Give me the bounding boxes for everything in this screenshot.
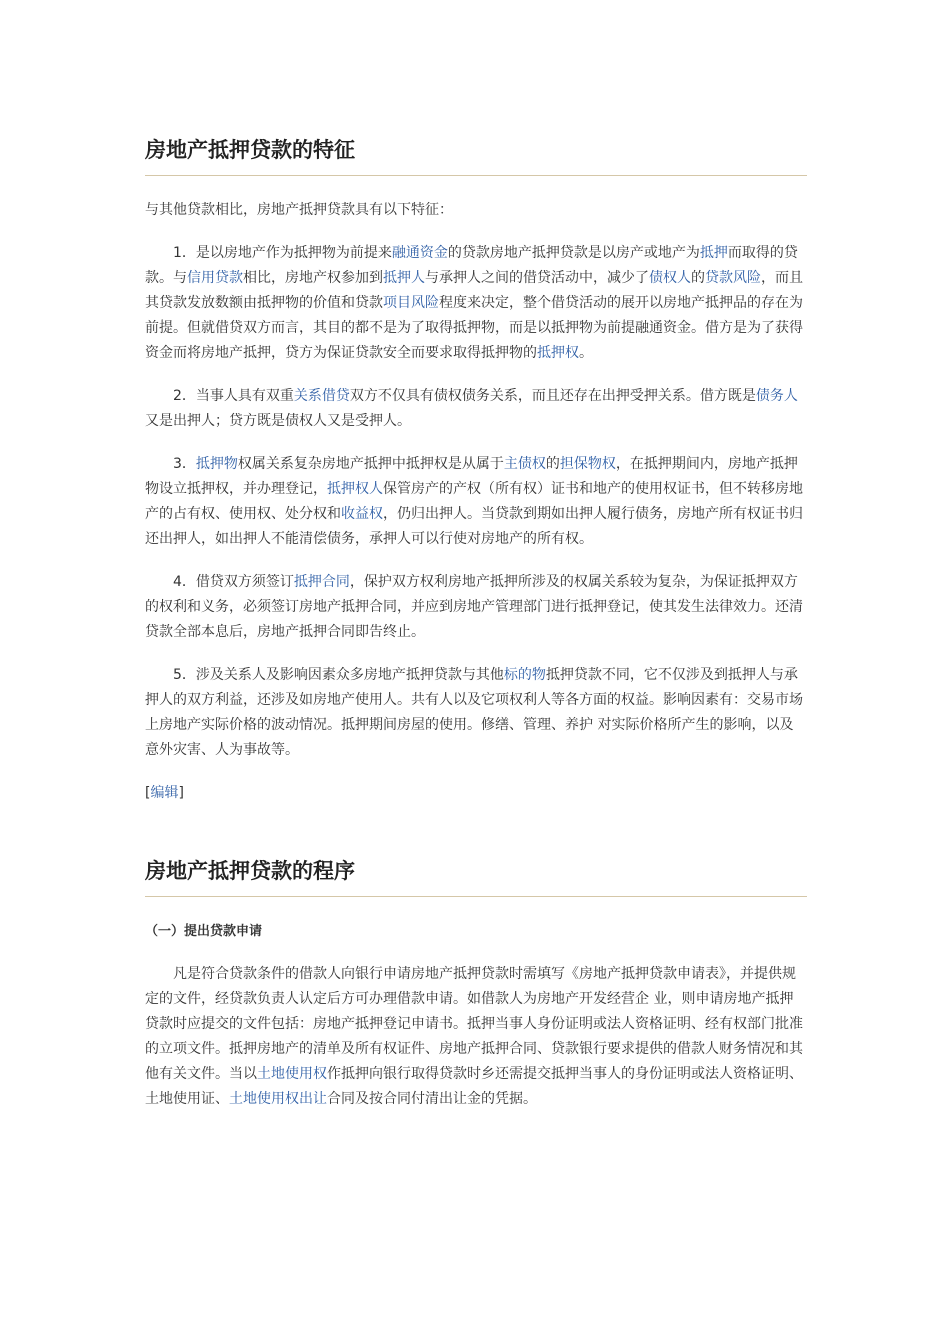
bracket-open: [: [145, 785, 151, 801]
text: 程度来决定，整个借贷活动的展开以房地产抵押品的存在为前提。但就借贷双方而言，其目的都不是为了取得抵押物，而是以抵押物为前提融通资金。借方是为了获得资金而将房地产抵押，贷方为保证贷款安全而要求取得抵押物的: [145, 295, 803, 361]
section-title-features: 房地产抵押贷款的特征: [145, 135, 807, 176]
text: 的贷款房地产抵押贷款是以房产或地产为: [447, 245, 700, 261]
text: ，在抵押期间内，房地产抵押物设立抵押权，并办理登记，: [145, 456, 798, 497]
text: 权属关系复杂房地产抵押中抵押权是从属于: [237, 456, 504, 472]
link-danbao-wuquan[interactable]: 担保物权: [559, 456, 616, 472]
text: 1．是以房地产作为抵押物为前提来: [173, 245, 392, 261]
text: 作抵押向银行取得贷款时乡还需提交抵押当事人的身份证明或法人资格证明、土地使用证、: [145, 1066, 803, 1107]
link-daikuan-fengxian[interactable]: 贷款风险: [705, 270, 761, 286]
link-diyaquanren[interactable]: 抵押权人: [327, 481, 383, 497]
text: 凡是符合贷款条件的借款人向银行申请房地产抵押贷款时需填写《房地产抵押贷款申请表》，并提供规定的文件，经贷款负责人认定后方可办理借款申请。如借款人为房地产开发经营企 业，则申请房地产抵押贷款时应提交的文件包括：房地产抵押登记申请书。抵押当事人身份证明或法人资格证明、经有权部门批准的立项文件。抵押房地产的清单及所有权证件、房地产抵押合同、贷款银行要求提供的借款人财务情况和其他有关文件。当以: [145, 966, 803, 1082]
link-rongtong-zijin[interactable]: 融通资金: [391, 245, 448, 261]
link-diyaren[interactable]: 抵押人: [383, 270, 425, 286]
text: 的: [545, 456, 560, 472]
edit-link[interactable]: 编辑: [150, 785, 179, 801]
link-biaodewu[interactable]: 标的物: [503, 667, 546, 683]
feature-item-4: [145, 570, 807, 645]
text: 2．当事人具有双重: [173, 388, 294, 404]
text: 合同及按合同付清出让金的凭据。: [327, 1091, 537, 1107]
link-diya-hetong[interactable]: 抵押合同: [293, 574, 350, 590]
link-diyawu[interactable]: 抵押物: [195, 456, 238, 472]
text: ，而且其贷款发放数额由抵押物的价值和贷款: [145, 270, 803, 311]
link-tudi-shiyongquan-churang[interactable]: 土地使用权出让: [229, 1091, 327, 1107]
text: 3．: [173, 456, 196, 472]
text: 相比，房地产权参加到: [243, 270, 383, 286]
text: ，保护双方权利房地产抵押所涉及的权属关系较为复杂，为保证抵押双方的权利和义务，必须签订房地产抵押合同，并应到房地产管理部门进行抵押登记，使其发生法律效力。还清贷款全部本息后，房地产抵押合同即告终止。: [145, 574, 803, 640]
features-intro: 与其他贷款相比，房地产抵押贷款具有以下特征：: [145, 202, 453, 218]
link-zhaiwuren[interactable]: 债务人: [755, 388, 798, 404]
feature-item-2: [145, 384, 807, 434]
text: 抵押贷款不同，它不仅涉及到抵押人与承押人的双方利益，还涉及如房地产使用人。共有人以及它项权利人等各方面的权益。影响因素有：交易市场上房地产实际价格的波动情况。抵押期间房屋的使用。修缮、管理、养护 对实际价格所产生的影响，以及意外灾害、人为事故等。: [145, 667, 803, 758]
subsection-title: （一）提出贷款申请: [145, 924, 263, 939]
feature-item-5: [145, 663, 807, 763]
link-tudi-shiyongquan[interactable]: 土地使用权: [257, 1066, 327, 1082]
link-zhuzhaiquan[interactable]: 主债权: [503, 456, 546, 472]
text: 保管房产的产权（所有权）证书和地产的使用权证书，但不转移房地产的占有权、使用权、处分权和: [145, 481, 803, 522]
text: 与承押人之间的借贷活动中，减少了: [425, 270, 649, 286]
link-xinyong-daikuan[interactable]: 信用贷款: [187, 270, 243, 286]
section-title-procedure: 房地产抵押贷款的程序: [145, 856, 807, 897]
text: 5．涉及关系人及影响因素众多房地产抵押贷款与其他: [173, 667, 504, 683]
text: 。: [579, 345, 593, 361]
bracket-close: ]: [178, 785, 184, 801]
link-shouyiquan[interactable]: 收益权: [341, 506, 383, 522]
text: 的: [691, 270, 705, 286]
link-xiangmu-fengxian[interactable]: 项目风险: [383, 295, 439, 311]
link-guanxi-jiedai[interactable]: 关系借贷: [293, 388, 350, 404]
text: 又是出押人；贷方既是债权人又是受押人。: [145, 413, 411, 429]
link-zhaiquanren[interactable]: 债权人: [649, 270, 691, 286]
text: 而取得的贷款。与: [145, 245, 798, 286]
edit-section-link: [145, 781, 807, 806]
feature-item-3: [145, 452, 807, 552]
text: 双方不仅具有债权债务关系，而且还存在出押受押关系。借方既是: [349, 388, 756, 404]
procedure-paragraph: [145, 962, 807, 1112]
text: 4．借贷双方须签订: [173, 574, 294, 590]
feature-item-1: [145, 241, 807, 366]
link-diya[interactable]: 抵押: [699, 245, 728, 261]
article-content: [145, 128, 807, 1112]
text: ，仍归出押人。当贷款到期如出押人履行债务，房地产所有权证书归还出押人，如出押人不能清偿债务，承押人可以行使对房地产的所有权。: [145, 506, 803, 547]
link-diyaquan[interactable]: 抵押权: [537, 345, 579, 361]
